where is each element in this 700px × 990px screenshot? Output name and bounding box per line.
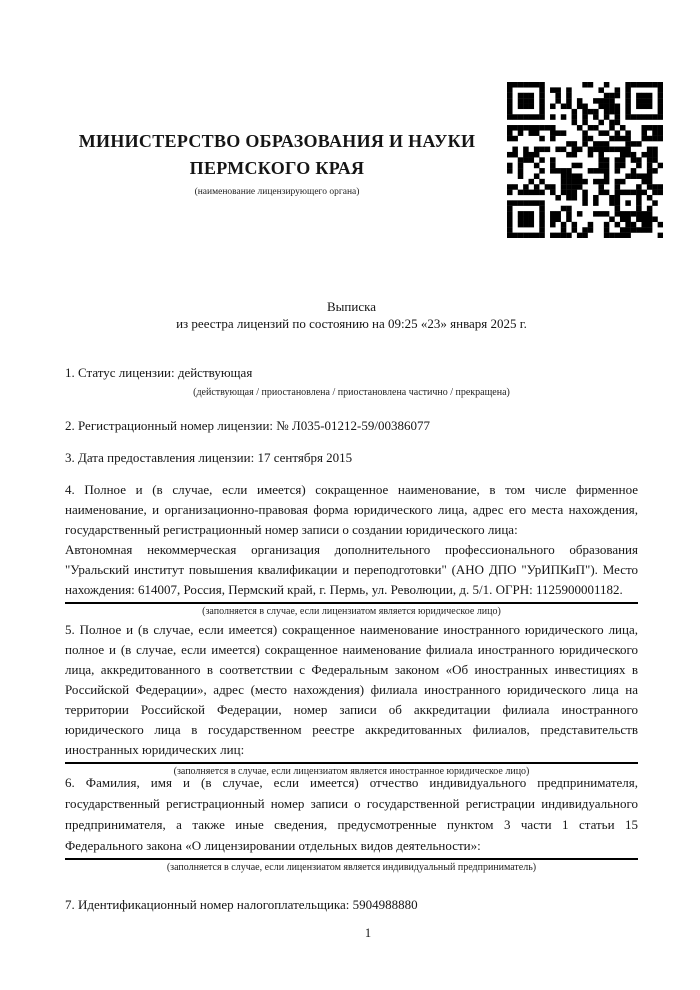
item-6-label: 6. Фамилия, имя и (в случае, если имеется) отчество индивидуального предпринимателя, государственный регистрационный номер записи о государственной регистрации индивидуального предпринимателя, а также иные сведения, предусмотренные пунктом 3 части 1 статьи 15 Федерального закона «О лицензировании отдельных видов деятельности»: (65, 775, 638, 853)
item-3-text: 3. Дата предоставления лицензии: 17 сентября 2015 (65, 450, 353, 465)
item-5-fill-line (65, 762, 638, 764)
item-4-fill-line (65, 602, 638, 604)
authority-name-caption: (наименование лицензирующего органа) (194, 187, 360, 197)
item-1-license-status (65, 364, 638, 399)
item-6-caption: (заполняется в случае, если лицензиатом является индивидуальный предприниматель) (166, 862, 537, 873)
document-title-line2: из реестра лицензий по состоянию на 09:25 «23» января 2025 г. (176, 316, 527, 331)
item-3-license-date (65, 449, 638, 466)
item-6-individual-entrepreneur (65, 772, 638, 874)
item-7-text: 7. Идентификационный номер налогоплательщика: 5904988880 (65, 897, 418, 912)
issuing-authority-header (65, 128, 489, 198)
item-1-text: 1. Статус лицензии: действующая (65, 365, 253, 380)
item-4-value: Автономная некоммерческая организация дополнительного профессионального образования "Уральский институт повышения квалификации и переподготовки" (АНО ДПО "УрИПКиП"). Место нахождения: 614007, Россия, Пермский край, г. Пермь, ул. Революции, д. 5/1. ОГРН: 1125900001182. (65, 542, 638, 597)
authority-name-line1: МИНИСТЕРСТВО ОБРАЗОВАНИЯ И НАУКИ (78, 131, 476, 151)
qr-code-icon (507, 82, 663, 238)
item-1-caption: (действующая / приостановлена / приостановлена частично / прекращена) (193, 387, 510, 398)
item-2-registration-number (65, 417, 638, 434)
item-2-text: 2. Регистрационный номер лицензии: № Л035-01212-59/00386077 (65, 418, 431, 433)
authority-name-line2: ПЕРМСКОГО КРАЯ (189, 158, 365, 178)
item-7-taxpayer-id (65, 896, 638, 913)
item-6-fill-line (65, 858, 638, 860)
document-title-line1: Выписка (327, 299, 376, 314)
item-5-label: 5. Полное и (в случае, если имеется) сокращенное наименование иностранного юридического лица, полное и (в случае, если имеется) сокращенное наименование филиала иностранного юридического лица, аккредитованного в соответствии с Федеральным законом «Об иностранных инвестициях в Российской Федерации», адрес (место нахождения) филиала иностранного юридического лица на территории Российской Федерации, номер записи об аккредитации филиала иностранного юридического лица в государственном реестре аккредитованных филиалов, представительств иностранных юридических лиц: (65, 622, 638, 757)
page-number: 1 (364, 926, 372, 940)
item-4-label: 4. Полное и (в случае, если имеется) сокращенное наименование, в том числе фирменное наименование, и организационно-правовая форма юридического лица, адрес его места нахождения, государственный регистрационный номер записи о создании юридического лица: (65, 482, 638, 537)
item-4-caption: (заполняется в случае, если лицензиатом является юридическое лицо) (202, 606, 501, 617)
item-4-legal-entity (65, 480, 638, 618)
item-5-caption: (заполняется в случае, если лицензиатом является иностранное юридическое лицо) (173, 766, 530, 777)
document-title (65, 298, 638, 332)
item-5-foreign-entity (65, 620, 638, 778)
